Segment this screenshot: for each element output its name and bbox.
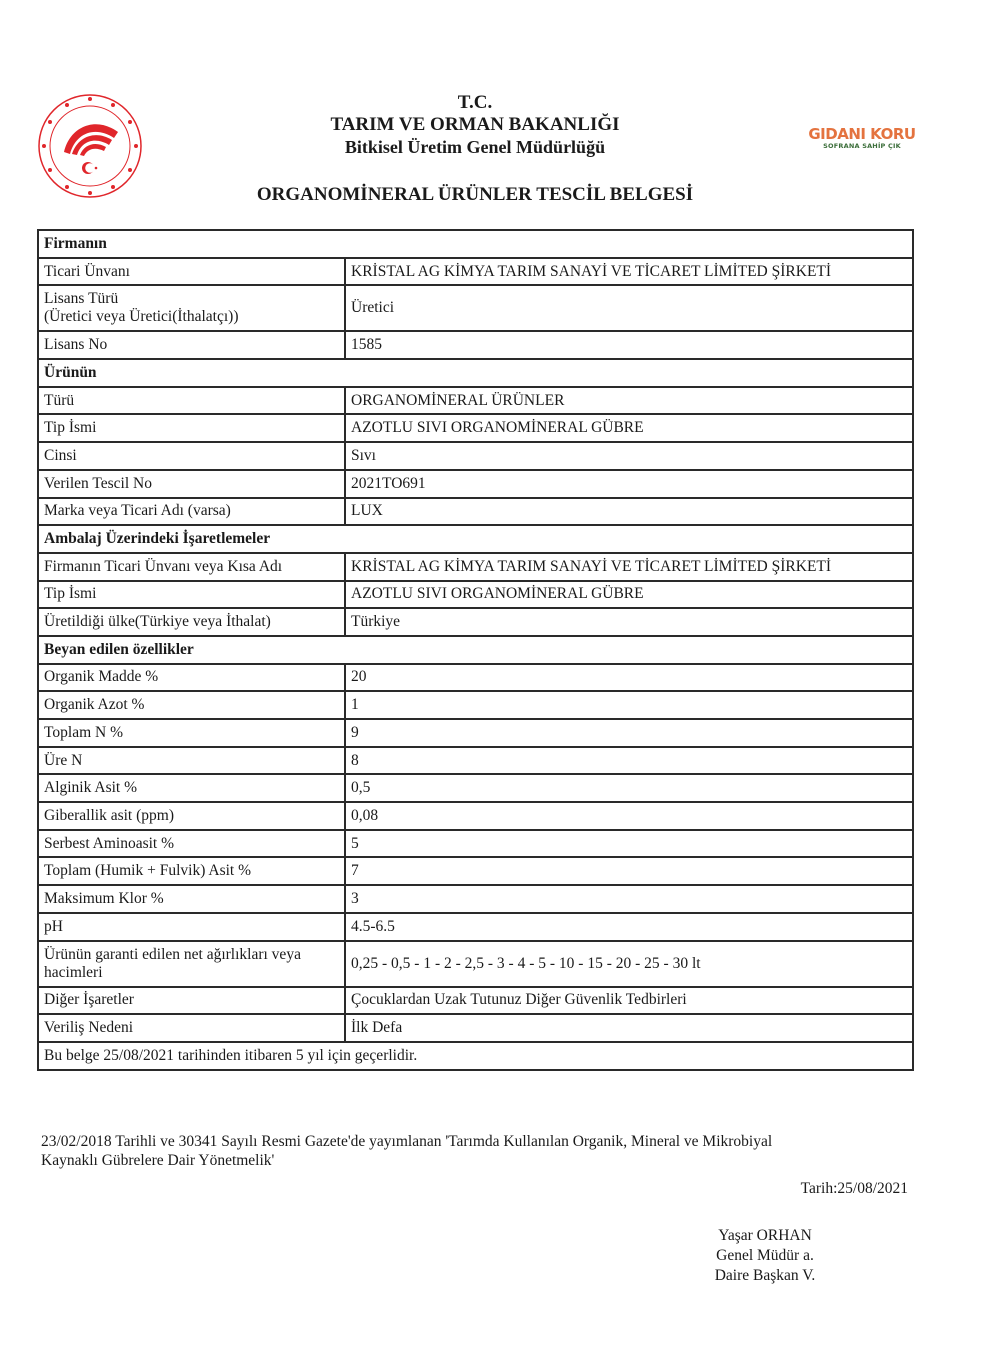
row-value: 1 (345, 691, 913, 719)
table-row (38, 553, 913, 581)
table-row (38, 414, 913, 442)
signatory-title2: Daire Başkan V. (714, 1267, 816, 1284)
row-label (38, 285, 345, 331)
table-row (38, 331, 913, 359)
row-label: Maksimum Klor % (38, 885, 345, 913)
row-label-line1: Ürünün garanti edilen net ağırlıkları veya (44, 945, 301, 963)
validity-text: Bu belge 25/08/2021 tarihinden itibaren 5 yıl için geçerlidir. (38, 1042, 913, 1070)
table-row (38, 581, 913, 609)
row-value: İlk Defa (345, 1014, 913, 1042)
row-value: Sıvı (345, 442, 913, 470)
table-row (38, 691, 913, 719)
row-value: KRİSTAL AG KİMYA TARIM SANAYİ VE TİCARET LİMİTED ŞİRKETİ (345, 258, 913, 286)
validity-row (38, 1042, 913, 1070)
row-label: Toplam (Humik + Fulvik) Asit % (38, 857, 345, 885)
brand-tagline: SOFRANA SAHİP ÇIK (823, 142, 901, 150)
row-value: Üretici (345, 285, 913, 331)
ministry-emblem-logo (36, 92, 144, 200)
row-value: AZOTLU SIVI ORGANOMİNERAL GÜBRE (345, 581, 913, 609)
document-header (200, 92, 750, 158)
row-label: Alginik Asit % (38, 774, 345, 802)
row-label: Giberallik asit (ppm) (38, 802, 345, 830)
table-row (38, 774, 913, 802)
row-value: 0,25 - 0,5 - 1 - 2 - 2,5 - 3 - 4 - 5 - 10 - 15 - 20 - 25 - 30 lt (345, 941, 913, 987)
row-label: Marka veya Ticari Adı (varsa) (38, 498, 345, 526)
row-label (38, 941, 345, 987)
table-row (38, 664, 913, 692)
row-value: Çocuklardan Uzak Tutunuz Diğer Güvenlik Tedbirleri (345, 987, 913, 1015)
section-packaging: Ambalaj Üzerindeki İşaretlemeler (38, 525, 913, 553)
table-row (38, 913, 913, 941)
emblem-icon (36, 92, 144, 200)
row-value: 20 (345, 664, 913, 692)
section-row (38, 230, 913, 258)
table-row (38, 885, 913, 913)
row-label: Türü (38, 387, 345, 415)
row-value: 1585 (345, 331, 913, 359)
table-row (38, 1014, 913, 1042)
row-value: ORGANOMİNERAL ÜRÜNLER (345, 387, 913, 415)
row-label: Serbest Aminoasit % (38, 830, 345, 858)
row-label-line2: (Üretici veya Üretici(İthalatçı)) (44, 308, 239, 326)
table-row (38, 941, 913, 987)
row-label-line1: Lisans Türü (44, 290, 119, 308)
row-label: Veriliş Nedeni (38, 1014, 345, 1042)
row-label: Tip İsmi (38, 414, 345, 442)
table-row (38, 442, 913, 470)
table-row (38, 258, 913, 286)
row-value: 0,08 (345, 802, 913, 830)
section-row (38, 359, 913, 387)
row-value: 9 (345, 719, 913, 747)
row-label: Cinsi (38, 442, 345, 470)
table-row (38, 719, 913, 747)
row-label-line2: hacimleri (44, 963, 103, 981)
row-value: 2021TO691 (345, 470, 913, 498)
row-label: Lisans No (38, 331, 345, 359)
row-label: Ticari Ünvanı (38, 258, 345, 286)
regulation-note (41, 1132, 921, 1170)
table-row (38, 285, 913, 331)
row-value: 0,5 (345, 774, 913, 802)
row-value: 4.5-6.5 (345, 913, 913, 941)
section-row (38, 636, 913, 664)
signatory-name: Yaşar ORHAN (718, 1227, 812, 1244)
row-value: Türkiye (345, 608, 913, 636)
header-ministry: TARIM VE ORMAN BAKANLIĞI (330, 114, 620, 135)
table-row (38, 608, 913, 636)
section-product: Ürünün (38, 359, 913, 387)
row-label: Verilen Tescil No (38, 470, 345, 498)
row-label: Diğer İşaretler (38, 987, 345, 1015)
row-label: Organik Madde % (38, 664, 345, 692)
section-declared: Beyan edilen özellikler (38, 636, 913, 664)
row-label: Firmanın Ticari Ünvanı veya Kısa Adı (38, 553, 345, 581)
header-directorate: Bitkisel Üretim Genel Müdürlüğü (344, 137, 606, 157)
row-label: pH (38, 913, 345, 941)
table-row (38, 498, 913, 526)
signatory-title1: Genel Müdür a. (716, 1247, 814, 1264)
table-row (38, 987, 913, 1015)
regulation-note-line2: Kaynaklı Gübrelere Dair Yönetmelik' (41, 1152, 275, 1169)
row-value: KRİSTAL AG KİMYA TARIM SANAYİ VE TİCARET LİMİTED ŞİRKETİ (345, 553, 913, 581)
table-row (38, 857, 913, 885)
row-value: 3 (345, 885, 913, 913)
document-title: ORGANOMİNERAL ÜRÜNLER TESCİL BELGESİ (256, 184, 694, 205)
brand-name: GIDANI KORU (808, 125, 916, 143)
signature-block (690, 1226, 840, 1286)
row-value: 5 (345, 830, 913, 858)
table-row (38, 387, 913, 415)
table-row (38, 830, 913, 858)
row-value: LUX (345, 498, 913, 526)
registration-table (37, 229, 914, 1071)
issue-date: Tarih:25/08/2021 (800, 1180, 908, 1197)
row-label: Üretildiği ülke(Türkiye veya İthalat) (38, 608, 345, 636)
row-value: 7 (345, 857, 913, 885)
section-firm: Firmanın (38, 230, 913, 258)
gidani-koru-logo (806, 126, 918, 151)
section-row (38, 525, 913, 553)
row-value: AZOTLU SIVI ORGANOMİNERAL GÜBRE (345, 414, 913, 442)
row-label: Üre N (38, 747, 345, 775)
row-label: Toplam N % (38, 719, 345, 747)
row-label: Tip İsmi (38, 581, 345, 609)
table-row (38, 747, 913, 775)
row-label: Organik Azot % (38, 691, 345, 719)
header-tc: T.C. (457, 92, 493, 113)
table-row (38, 470, 913, 498)
regulation-note-line1: 23/02/2018 Tarihli ve 30341 Sayılı Resmi Gazete'de yayımlanan 'Tarımda Kullanılan Organik, Mineral ve Mikrobiyal (41, 1133, 773, 1150)
table-row (38, 802, 913, 830)
row-value: 8 (345, 747, 913, 775)
